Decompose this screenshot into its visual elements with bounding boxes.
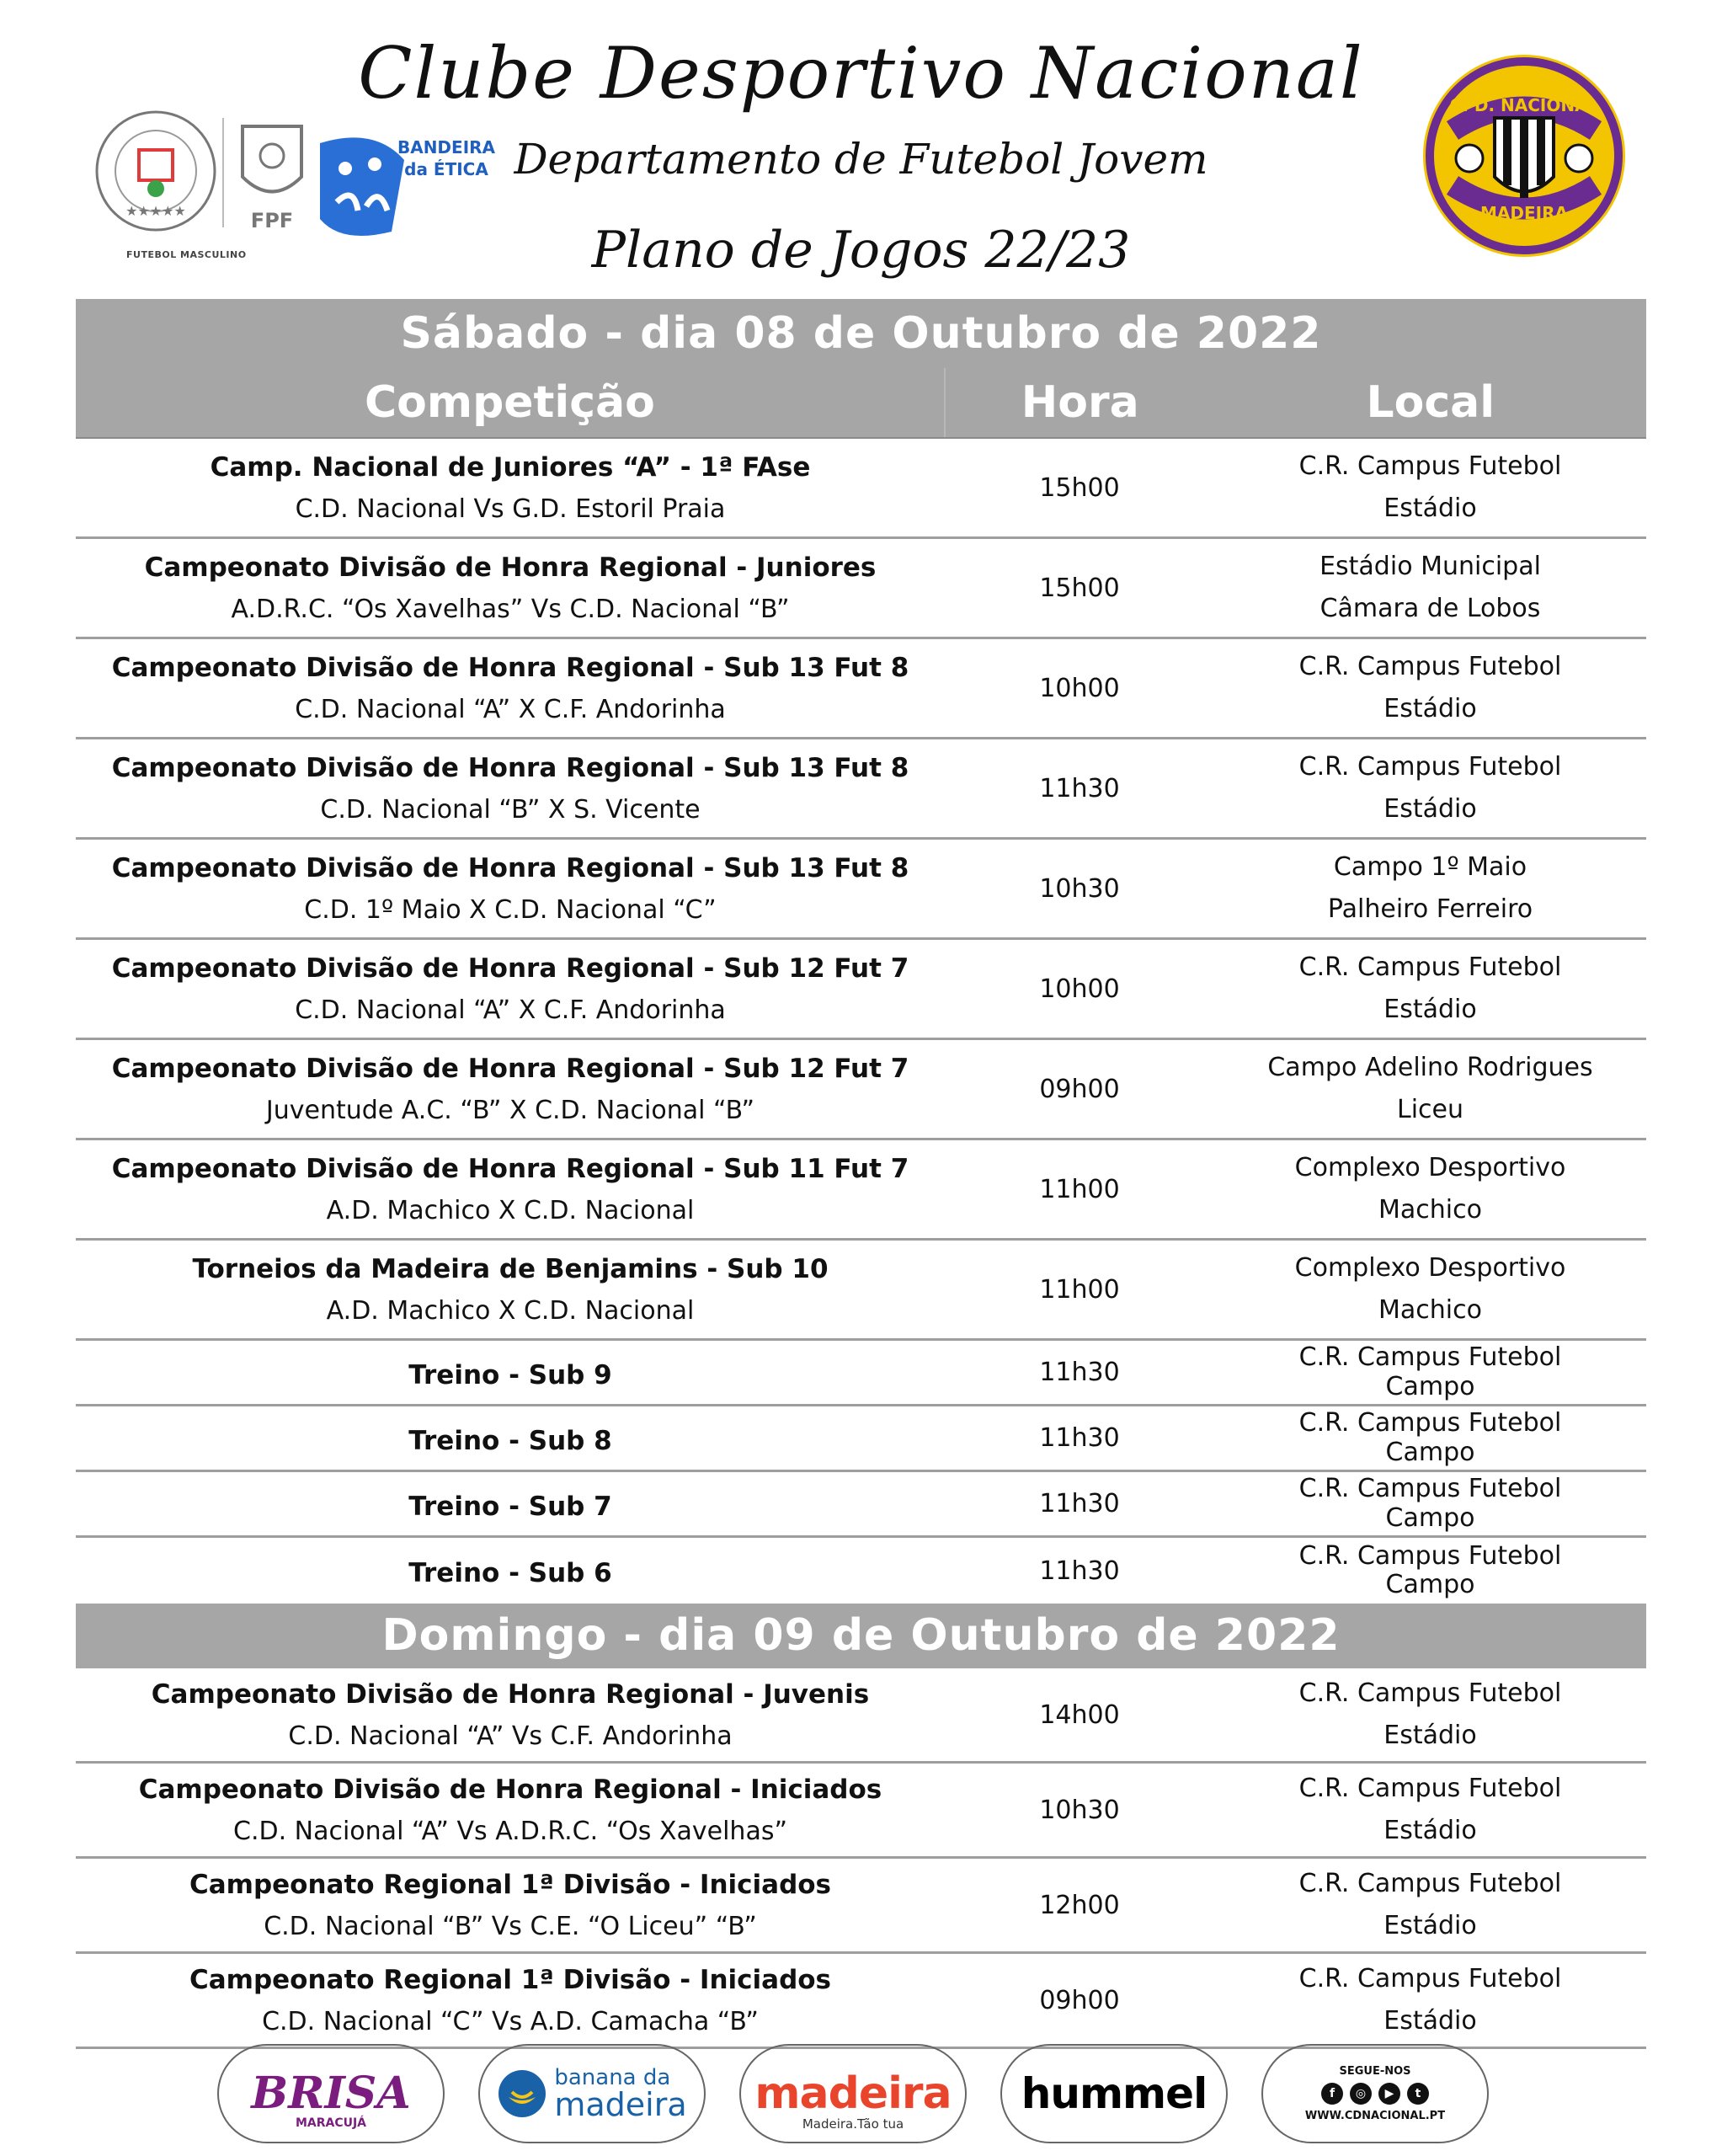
- venue-line-2: Estádio: [1383, 1911, 1477, 1940]
- schedule-table: [76, 299, 1646, 2049]
- venue-line-1: C.R. Campus Futebol: [1298, 952, 1562, 982]
- venue-line-1: C.R. Campus Futebol: [1298, 1408, 1562, 1438]
- sponsor-hummel: [1000, 2044, 1228, 2143]
- venue-line-2: Campo: [1385, 1502, 1475, 1533]
- venue-line-1: C.R. Campus Futebol: [1298, 1474, 1562, 1503]
- match-time: 10h00: [1039, 673, 1120, 703]
- competition-name: Campeonato Divisão de Honra Regional - Sub 12 Fut 7: [111, 953, 909, 984]
- twitter-icon[interactable]: t: [1407, 2083, 1429, 2105]
- facebook-icon[interactable]: f: [1321, 2083, 1343, 2105]
- match-teams: Juventude A.C. “B” X C.D. Nacional “B”: [265, 1095, 755, 1125]
- match-time: 11h30: [1039, 773, 1120, 803]
- venue-line-1: C.R. Campus Futebol: [1298, 1963, 1562, 1993]
- venue-line-2: Campo: [1385, 1371, 1475, 1401]
- column-header-hora: Hora: [1021, 377, 1139, 428]
- table-row: [76, 1040, 1646, 1140]
- column-header-competicao: Competição: [76, 368, 946, 437]
- saturday-header: Sábado - dia 08 de Outubro de 2022: [76, 299, 1646, 368]
- venue-line-1: Estádio Municipal: [1319, 551, 1541, 581]
- match-teams: C.D. Nacional “A” X C.F. Andorinha: [295, 995, 726, 1025]
- match-teams: C.D. Nacional “B” X S. Vicente: [320, 794, 701, 825]
- training-row: [76, 1406, 1646, 1472]
- match-teams: A.D.R.C. “Os Xavelhas” Vs C.D. Nacional “B”: [231, 594, 790, 624]
- table-row: [76, 1140, 1646, 1241]
- table-row: [76, 439, 1646, 539]
- svg-text:★★★★★: ★★★★★: [125, 203, 186, 219]
- competition-name: Campeonato Regional 1ª Divisão - Iniciados: [189, 1964, 832, 1995]
- competition-name: Torneios da Madeira de Benjamins - Sub 10: [192, 1253, 829, 1284]
- competition-name: Campeonato Divisão de Honra Regional - Iniciados: [138, 1774, 882, 1805]
- venue-line-2: Estádio: [1383, 1721, 1477, 1750]
- venue-line-2: Machico: [1378, 1295, 1482, 1325]
- venue-line-2: Campo: [1385, 1437, 1475, 1467]
- training-time: 11h30: [1039, 1556, 1120, 1586]
- match-time: 15h00: [1039, 573, 1120, 603]
- match-teams: A.D. Machico X C.D. Nacional: [326, 1195, 695, 1225]
- match-time: 11h00: [1039, 1274, 1120, 1305]
- venue-line-1: Campo 1º Maio: [1333, 851, 1527, 882]
- venue-line-1: Complexo Desportivo: [1294, 1252, 1566, 1283]
- venue-line-1: C.R. Campus Futebol: [1298, 1868, 1562, 1898]
- sponsors-bar: [217, 2044, 1497, 2143]
- venue-line-2: Campo: [1385, 1570, 1475, 1599]
- table-row: [76, 639, 1646, 739]
- match-teams: C.D. Nacional Vs G.D. Estoril Praia: [295, 494, 726, 524]
- competition-name: Campeonato Divisão de Honra Regional - Sub 13 Fut 8: [111, 652, 909, 683]
- match-time: 10h00: [1039, 974, 1120, 1004]
- match-teams: C.D. Nacional “C” Vs A.D. Camacha “B”: [262, 2006, 759, 2036]
- bandeira-etica-logo-icon: [307, 126, 496, 244]
- sponsor-social: [1261, 2044, 1489, 2143]
- match-time: 11h00: [1039, 1174, 1120, 1204]
- youtube-icon[interactable]: ▶: [1378, 2083, 1400, 2105]
- match-time: 12h00: [1039, 1890, 1120, 1920]
- instagram-icon[interactable]: ◎: [1350, 2083, 1372, 2105]
- training-row: [76, 1472, 1646, 1538]
- match-teams: C.D. Nacional “A” Vs A.D.R.C. “Os Xavelhas”: [233, 1816, 787, 1846]
- venue-line-2: Liceu: [1396, 1095, 1463, 1124]
- department-title: Departamento de Futebol Jovem: [514, 135, 1208, 184]
- training-time: 11h30: [1039, 1358, 1120, 1387]
- table-row: [76, 940, 1646, 1040]
- brisa-logo-text: BRISA: [251, 2068, 411, 2119]
- venue-line-2: Câmara de Lobos: [1319, 594, 1541, 623]
- header-divider: [222, 118, 224, 227]
- fpf-logo-icon: [234, 109, 310, 236]
- banana-line-1: banana da: [554, 2065, 671, 2090]
- match-time: 10h30: [1039, 873, 1120, 904]
- venue-line-2: Estádio: [1383, 995, 1477, 1024]
- madeira-logo-text: madeira: [754, 2068, 952, 2119]
- club-title: Clube Desportivo Nacional: [358, 32, 1364, 115]
- club-badge-top-text: C. D. NACIONAL: [1449, 95, 1599, 115]
- column-header-local: Local: [1366, 377, 1495, 428]
- match-teams: A.D. Machico X C.D. Nacional: [326, 1295, 695, 1326]
- table-row: [76, 1241, 1646, 1341]
- bandeira-label-2: da ÉTICA: [404, 159, 488, 179]
- venue-line-1: C.R. Campus Futebol: [1298, 751, 1562, 782]
- training-name: Treino - Sub 8: [408, 1425, 612, 1456]
- venue-line-2: Estádio: [1383, 2006, 1477, 2036]
- sponsor-madeira: [739, 2044, 967, 2143]
- match-time: 14h00: [1039, 1700, 1120, 1730]
- match-teams: C.D. Nacional “A” X C.F. Andorinha: [295, 694, 726, 724]
- training-row: [76, 1341, 1646, 1406]
- match-teams: C.D. Nacional “B” Vs C.E. “O Liceu” “B”: [264, 1911, 757, 1941]
- match-time: 15h00: [1039, 472, 1120, 503]
- training-time: 11h30: [1039, 1423, 1120, 1453]
- venue-line-1: C.R. Campus Futebol: [1298, 651, 1562, 681]
- venue-line-1: Complexo Desportivo: [1294, 1152, 1566, 1182]
- training-row: [76, 1538, 1646, 1604]
- table-row: [76, 1668, 1646, 1764]
- club-badge-bottom-text: MADEIRA: [1480, 203, 1568, 223]
- competition-name: Camp. Nacional de Juniores “A” - 1ª FAse: [210, 451, 811, 483]
- venue-line-2: Palheiro Ferreiro: [1327, 894, 1533, 924]
- banana-logo-icon: [497, 2068, 547, 2119]
- table-row: [76, 539, 1646, 639]
- match-time: 09h00: [1039, 1985, 1120, 2015]
- venue-line-1: C.R. Campus Futebol: [1298, 1342, 1562, 1372]
- venue-line-2: Machico: [1378, 1195, 1482, 1225]
- training-name: Treino - Sub 9: [408, 1359, 612, 1390]
- brisa-subtitle: MARACUJÁ: [295, 2116, 367, 2130]
- venue-line-1: C.R. Campus Futebol: [1298, 451, 1562, 481]
- sponsor-banana-madeira: [478, 2044, 706, 2143]
- hummel-logo-text: hummel: [1021, 2069, 1208, 2118]
- madeira-subtitle: Madeira.Tão tua: [802, 2116, 904, 2132]
- competition-name: Campeonato Divisão de Honra Regional - Sub 12 Fut 7: [111, 1053, 909, 1084]
- training-time: 11h30: [1039, 1489, 1120, 1518]
- competition-name: Campeonato Divisão de Honra Regional - Juvenis: [151, 1678, 870, 1710]
- match-time: 10h30: [1039, 1795, 1120, 1825]
- follow-us-label: SEGUE-NOS: [1339, 2065, 1411, 2078]
- competition-name: Campeonato Regional 1ª Divisão - Iniciados: [189, 1869, 832, 1900]
- cert-caption: FUTEBOL MASCULINO: [126, 249, 247, 260]
- fpf-label: FPF: [250, 209, 294, 232]
- venue-line-2: Estádio: [1383, 794, 1477, 824]
- venue-line-2: Estádio: [1383, 1816, 1477, 1845]
- plan-title: Plano de Jogos 22/23: [591, 221, 1131, 280]
- match-teams: C.D. Nacional “A” Vs C.F. Andorinha: [288, 1721, 733, 1751]
- table-row: [76, 739, 1646, 840]
- website-link[interactable]: WWW.CDNACIONAL.PT: [1304, 2110, 1446, 2122]
- venue-line-1: C.R. Campus Futebol: [1298, 1773, 1562, 1803]
- competition-name: Campeonato Divisão de Honra Regional - Sub 13 Fut 8: [111, 852, 909, 883]
- match-teams: C.D. 1º Maio X C.D. Nacional “C”: [304, 894, 717, 925]
- column-headers: [76, 368, 1646, 439]
- bandeira-label-1: BANDEIRA: [397, 137, 496, 157]
- match-time: 09h00: [1039, 1074, 1120, 1104]
- competition-name: Campeonato Divisão de Honra Regional - Juniores: [144, 552, 877, 583]
- certification-seal-icon: [93, 108, 219, 234]
- training-name: Treino - Sub 7: [408, 1491, 612, 1522]
- venue-line-2: Estádio: [1383, 694, 1477, 723]
- header: [0, 0, 1722, 299]
- training-name: Treino - Sub 6: [408, 1558, 612, 1588]
- sunday-header: Domingo - dia 09 de Outubro de 2022: [76, 1604, 1646, 1668]
- competition-name: Campeonato Divisão de Honra Regional - Sub 11 Fut 7: [111, 1153, 909, 1184]
- table-row: [76, 1764, 1646, 1859]
- venue-line-1: Campo Adelino Rodrigues: [1267, 1052, 1593, 1082]
- table-row: [76, 840, 1646, 940]
- competition-name: Campeonato Divisão de Honra Regional - Sub 13 Fut 8: [111, 752, 909, 783]
- banana-line-2: madeira: [554, 2086, 687, 2123]
- venue-line-2: Estádio: [1383, 494, 1477, 523]
- club-badge-icon: [1419, 51, 1629, 261]
- venue-line-1: C.R. Campus Futebol: [1298, 1540, 1562, 1571]
- venue-line-1: C.R. Campus Futebol: [1298, 1678, 1562, 1708]
- table-row: [76, 1859, 1646, 1954]
- sponsor-brisa: [217, 2044, 445, 2143]
- table-row: [76, 1954, 1646, 2049]
